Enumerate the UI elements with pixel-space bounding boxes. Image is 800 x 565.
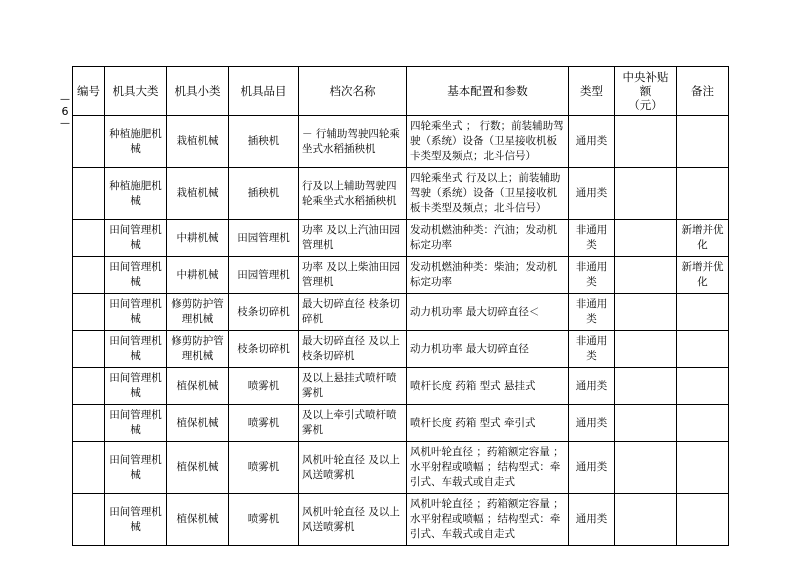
cell-major-category [105,116,167,168]
cell-grade-name [299,368,407,405]
cell-minor-category [167,405,229,442]
cell-item-text: 插秧机 [247,135,280,147]
cell-item-text: 枝条切碎机 [237,342,290,355]
cell-item [229,116,299,168]
cell-minor-category [167,220,229,257]
cell-major-category-text: 田间管理机械 [109,409,162,436]
column-header-minor-category: 机具小类 [167,67,229,116]
cell-major-category [105,494,167,546]
cell-item [229,257,299,294]
cell-remark-text: 新增并优化 [681,224,724,251]
cell-config-params [407,405,569,442]
cell-type-text: 通用类 [575,379,608,392]
cell-config-params-text: 四轮乘坐式 ； 行数；前装辅助驾驶（系统）设备（卫星接收机板卡类型及频点；北斗信号） [410,120,564,162]
cell-subsidy-amount [615,494,677,546]
cell-subsidy-amount [615,116,677,168]
cell-major-category [105,331,167,368]
cell-number [73,494,105,546]
page-marker-dash-top: — [60,94,70,105]
cell-subsidy-amount [615,257,677,294]
cell-config-params [407,168,569,220]
cell-major-category-text: 田间管理机械 [109,335,162,362]
cell-item [229,405,299,442]
cell-grade-name-text: 功率 及以上汽油田园管理机 [302,224,400,251]
page-marker-number: 6 [61,105,69,118]
cell-config-params [407,294,569,331]
cell-subsidy-amount [615,294,677,331]
cell-number [73,257,105,294]
cell-remark [677,116,729,168]
cell-item-text: 喷雾机 [247,513,280,525]
cell-grade-name-text: 行及以上辅助驾驶四轮乘坐式水稻插秧机 [302,179,397,207]
cell-type [569,294,615,331]
cell-grade-name-text: 最大切碎直径 枝条切碎机 [302,298,400,325]
cell-minor-category-text: 植保机械 [176,461,219,473]
cell-type [569,405,615,442]
table-header-row [73,67,729,116]
column-header-item: 机具品目 [229,67,299,116]
cell-remark [677,294,729,331]
column-header-number: 编号 [73,67,105,116]
cell-number [73,220,105,257]
cell-number [73,294,105,331]
cell-major-category-text: 田间管理机械 [109,298,162,325]
cell-grade-name-text: 风机叶轮直径 及以上风送喷雾机 [302,453,400,481]
cell-major-category [105,220,167,257]
subsidy-catalog-table [72,66,729,546]
cell-config-params-text: 动力机功率 最大切碎直径＜ [410,305,540,318]
cell-config-params-text: 发动机燃油种类：汽油；发动机标定功率 [410,224,557,251]
cell-config-params [407,257,569,294]
cell-item-text: 喷雾机 [247,461,280,473]
cell-subsidy-amount [615,442,677,494]
cell-type [569,331,615,368]
table-row [73,116,729,168]
cell-remark [677,494,729,546]
table-row [73,442,729,494]
cell-config-params [407,368,569,405]
subsidy-header-line2: （元） [628,98,663,112]
cell-subsidy-amount [615,220,677,257]
cell-major-category [105,368,167,405]
cell-minor-category-text: 栽植机械 [176,135,219,147]
cell-grade-name [299,494,407,546]
cell-grade-name-text: 及以上牵引式喷杆喷雾机 [302,409,397,436]
cell-remark [677,168,729,220]
cell-type-text: 通用类 [575,461,608,473]
cell-item [229,331,299,368]
page-marker-dash-bottom: — [60,118,70,129]
cell-config-params [407,220,569,257]
cell-grade-name [299,442,407,494]
cell-type [569,116,615,168]
cell-type [569,368,615,405]
cell-subsidy-amount [615,168,677,220]
cell-minor-category [167,494,229,546]
cell-type-text: 通用类 [575,513,608,525]
cell-minor-category-text: 修剪防护管理机械 [171,298,224,325]
column-header-major-category: 机具大类 [105,67,167,116]
table-body [73,116,729,546]
cell-major-category-text: 田间管理机械 [109,224,162,251]
cell-type-text: 非通用类 [575,298,608,325]
column-header-remark: 备注 [677,67,729,116]
cell-item [229,168,299,220]
cell-minor-category [167,168,229,220]
cell-type [569,168,615,220]
cell-grade-name-text: 功率 及以上柴油田园管理机 [302,261,400,288]
cell-subsidy-amount [615,405,677,442]
cell-number [73,116,105,168]
cell-major-category-text: 田间管理机械 [109,372,162,399]
cell-item-text: 枝条切碎机 [237,305,290,318]
cell-number [73,442,105,494]
table-row [73,220,729,257]
cell-config-params [407,116,569,168]
cell-item-text: 田园管理机 [237,268,290,281]
cell-item [229,442,299,494]
cell-config-params-text: 喷杆长度 药箱 型式 牵引式 [410,416,536,429]
cell-type-text: 非通用类 [575,224,608,251]
cell-config-params-text: 发动机燃油种类：柴油；发动机标定功率 [410,261,557,288]
column-header-subsidy-amount [615,67,677,116]
cell-minor-category-text: 中耕机械 [176,268,219,281]
table-row [73,331,729,368]
cell-grade-name [299,220,407,257]
cell-grade-name [299,294,407,331]
cell-minor-category [167,257,229,294]
cell-minor-category-text: 栽植机械 [176,187,219,199]
cell-config-params-text: 喷杆长度 药箱 型式 悬挂式 [410,379,536,392]
column-header-config-params: 基本配置和参数 [407,67,569,116]
cell-minor-category [167,331,229,368]
table-header [73,67,729,116]
cell-major-category-text: 种植施肥机械 [109,127,162,155]
table-row [73,257,729,294]
table-row [73,294,729,331]
cell-major-category [105,168,167,220]
cell-config-params [407,331,569,368]
table-row [73,494,729,546]
cell-grade-name-text: － 行辅助驾驶四轮乘坐式水稻插秧机 [302,127,400,155]
cell-number [73,168,105,220]
column-header-grade-name: 档次名称 [299,67,407,116]
cell-minor-category [167,368,229,405]
cell-config-params-text: 动力机功率 最大切碎直径 [410,342,529,355]
cell-minor-category-text: 植保机械 [176,416,219,429]
cell-type [569,494,615,546]
cell-item [229,294,299,331]
cell-number [73,368,105,405]
cell-minor-category [167,116,229,168]
cell-subsidy-amount [615,331,677,368]
cell-type [569,220,615,257]
cell-major-category [105,442,167,494]
cell-item [229,368,299,405]
cell-remark [677,405,729,442]
cell-remark [677,257,729,294]
cell-minor-category-text: 中耕机械 [176,231,219,244]
cell-type-text: 通用类 [575,135,608,147]
cell-grade-name-text: 风机叶轮直径 及以上风送喷雾机 [302,505,400,533]
cell-config-params-text: 风机叶轮直径 ；药箱额定容量 ；水平射程或喷幅 ；结构型式：牵引式、车载式或自走式 [410,498,564,540]
cell-number [73,331,105,368]
cell-grade-name [299,257,407,294]
cell-minor-category-text: 植保机械 [176,379,219,392]
table-row [73,368,729,405]
cell-item [229,220,299,257]
cell-major-category [105,294,167,331]
cell-minor-category-text: 修剪防护管理机械 [171,335,224,362]
cell-type-text: 通用类 [575,187,608,199]
cell-minor-category-text: 植保机械 [176,513,219,525]
cell-major-category-text: 田间管理机械 [109,505,162,533]
cell-major-category-text: 田间管理机械 [109,261,162,288]
cell-type-text: 通用类 [575,416,608,429]
cell-major-category [105,405,167,442]
cell-config-params [407,494,569,546]
cell-major-category [105,257,167,294]
cell-subsidy-amount [615,368,677,405]
cell-minor-category [167,442,229,494]
cell-remark [677,442,729,494]
cell-type [569,442,615,494]
column-header-type: 类型 [569,67,615,116]
cell-config-params [407,442,569,494]
cell-item-text: 田园管理机 [237,231,290,244]
cell-grade-name [299,405,407,442]
cell-remark [677,368,729,405]
cell-grade-name [299,331,407,368]
cell-remark [677,220,729,257]
cell-type-text: 非通用类 [575,335,608,362]
cell-item-text: 喷雾机 [247,379,280,392]
cell-item-text: 喷雾机 [247,416,280,429]
cell-remark-text: 新增并优化 [681,261,724,288]
cell-grade-name-text: 最大切碎直径 及以上枝条切碎机 [302,335,400,362]
cell-item-text: 插秧机 [247,187,280,199]
table-row [73,405,729,442]
cell-type [569,257,615,294]
cell-item [229,494,299,546]
cell-grade-name [299,168,407,220]
cell-grade-name-text: 及以上悬挂式喷杆喷雾机 [302,372,397,399]
cell-minor-category [167,294,229,331]
cell-type-text: 非通用类 [575,261,608,288]
cell-major-category-text: 种植施肥机械 [109,179,162,207]
subsidy-header-line1: 中央补贴额 [622,70,669,98]
cell-number [73,405,105,442]
cell-grade-name [299,116,407,168]
cell-config-params-text: 风机叶轮直径 ；药箱额定容量 ；水平射程或喷幅 ；结构型式：牵引式、车载式或自走式 [410,446,564,488]
table-row [73,168,729,220]
cell-remark [677,331,729,368]
cell-major-category-text: 田间管理机械 [109,453,162,481]
cell-config-params-text: 四轮乘坐式 行及以上；前装辅助驾驶（系统）设备（卫星接收机板卡类型及频点；北斗信号） [410,172,561,214]
